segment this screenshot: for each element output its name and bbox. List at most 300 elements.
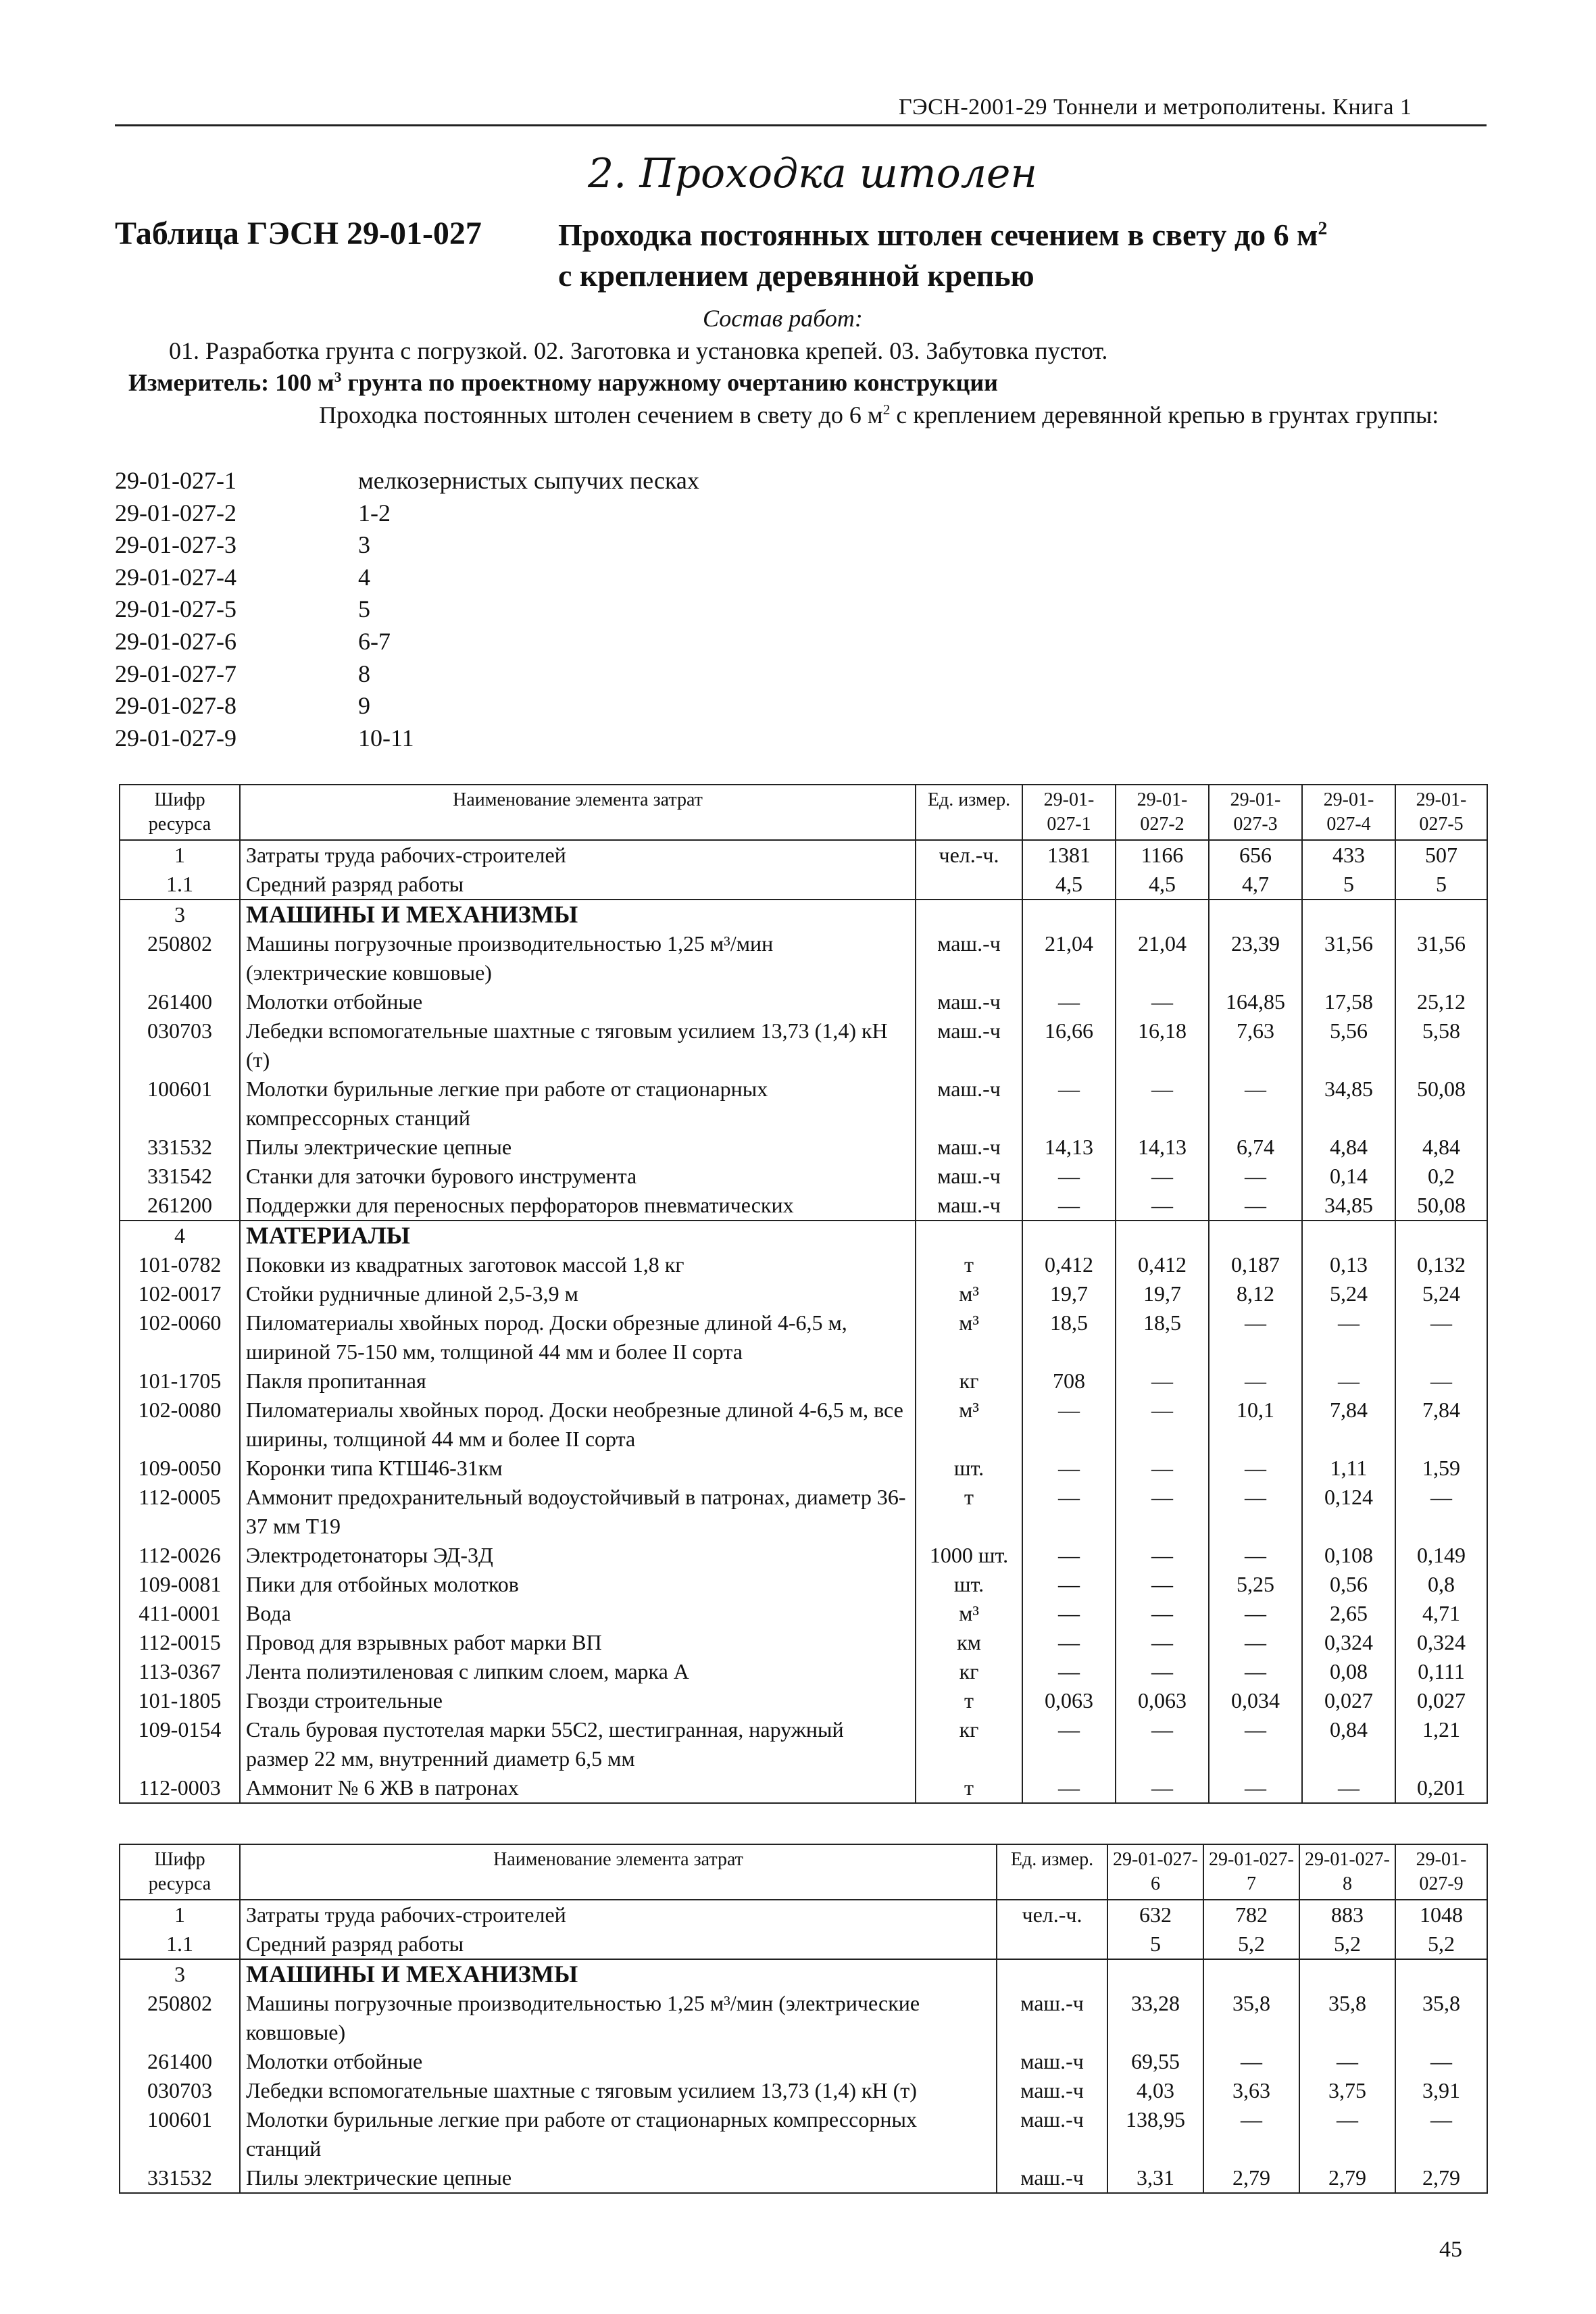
norm-value: 138,95 — [1107, 2105, 1203, 2163]
norm-value: 656 — [1209, 840, 1302, 870]
norm-row — [115, 497, 699, 530]
table-row — [120, 1308, 1487, 1367]
resource-name: Пилы электрические цепные — [240, 1133, 916, 1162]
norm-value: — — [1116, 1599, 1209, 1628]
norm-value: 7,84 — [1395, 1396, 1487, 1454]
resource-code: 102-0017 — [120, 1279, 240, 1308]
table-title-sup: 2 — [1318, 217, 1328, 239]
norm-value — [1209, 900, 1302, 929]
norm-value: — — [1022, 1657, 1116, 1686]
unit: маш.-ч — [916, 1075, 1022, 1133]
unit: маш.-ч — [916, 1162, 1022, 1191]
norm-value: 23,39 — [1209, 929, 1302, 987]
norm-value: 5,58 — [1395, 1016, 1487, 1075]
norm-value: 507 — [1395, 840, 1487, 870]
column-header: 29-01-027-9 — [1395, 1844, 1487, 1900]
norm-value: 0,13 — [1302, 1250, 1395, 1279]
norm-value: 0,063 — [1022, 1686, 1116, 1715]
norm-value: 35,8 — [1299, 1989, 1395, 2047]
resource-code: 331532 — [120, 1133, 240, 1162]
resource-name: Провод для взрывных работ марки ВП — [240, 1628, 916, 1657]
norm-value: — — [1022, 1191, 1116, 1221]
norm-code: 29-01-027-7 — [115, 660, 236, 687]
table-row — [120, 1250, 1487, 1279]
norm-value: 35,8 — [1203, 1989, 1299, 2047]
norm-value: — — [1022, 1162, 1116, 1191]
norm-value: 69,55 — [1107, 2047, 1203, 2076]
norm-value: 25,12 — [1395, 987, 1487, 1016]
norm-value: 0,063 — [1116, 1686, 1209, 1715]
norm-value: — — [1116, 987, 1209, 1016]
column-header: Шифр ресурса — [120, 785, 240, 840]
norm-value: — — [1395, 1367, 1487, 1396]
norm-value — [1395, 1959, 1487, 1989]
norm-value: — — [1022, 1570, 1116, 1599]
norm-value: 0,84 — [1302, 1715, 1395, 1773]
norm-value: — — [1022, 1628, 1116, 1657]
norm-value: 14,13 — [1116, 1133, 1209, 1162]
norm-value: 5,24 — [1395, 1279, 1487, 1308]
resource-name: Лента полиэтиленовая с липким слоем, марка А — [240, 1657, 916, 1686]
unit: кг — [916, 1367, 1022, 1396]
norm-value: 0,324 — [1302, 1628, 1395, 1657]
norm-value: 0,187 — [1209, 1250, 1302, 1279]
norm-value: — — [1395, 1308, 1487, 1367]
norm-value — [1209, 1221, 1302, 1250]
column-header: Ед. измер. — [916, 785, 1022, 840]
table-row — [120, 1715, 1487, 1773]
norm-value: 0,108 — [1302, 1541, 1395, 1570]
norm-value: 21,04 — [1022, 929, 1116, 987]
resource-code: 101-1805 — [120, 1686, 240, 1715]
norm-value: 16,66 — [1022, 1016, 1116, 1075]
norm-value: 50,08 — [1395, 1191, 1487, 1221]
resource-name: МАТЕРИАЛЫ — [240, 1221, 916, 1250]
resource-code: 113-0367 — [120, 1657, 240, 1686]
norm-value: 1,59 — [1395, 1454, 1487, 1483]
norm-description — [319, 399, 1488, 431]
norm-value: — — [1022, 987, 1116, 1016]
norm-value: — — [1209, 1541, 1302, 1570]
resource-code: 261200 — [120, 1191, 240, 1221]
table-header-row — [120, 1844, 1487, 1900]
table-row — [120, 1900, 1487, 1929]
norm-value: 4,71 — [1395, 1599, 1487, 1628]
norm-value — [1022, 900, 1116, 929]
resource-code: 109-0050 — [120, 1454, 240, 1483]
resource-name: Средний разряд работы — [240, 870, 916, 900]
resource-name: Сталь буровая пустотелая марки 55С2, шестигранная, наружный размер 22 мм, внутренний диаметр 6,5 мм — [240, 1715, 916, 1773]
resource-code: 3 — [120, 900, 240, 929]
norm-value: — — [1302, 1773, 1395, 1803]
table-row — [120, 1016, 1487, 1075]
table-row — [120, 1570, 1487, 1599]
norm-value: — — [1116, 1075, 1209, 1133]
meter-pre: Измеритель: 100 м — [128, 369, 334, 396]
norm-value: — — [1022, 1599, 1116, 1628]
resource-name: Средний разряд работы — [240, 1929, 997, 1959]
table-row — [120, 1541, 1487, 1570]
resource-code: 112-0003 — [120, 1773, 240, 1803]
norm-value: 7,63 — [1209, 1016, 1302, 1075]
norm-value: — — [1395, 2047, 1487, 2076]
norm-value: 5,2 — [1203, 1929, 1299, 1959]
table-row — [120, 1279, 1487, 1308]
norm-value: 3,91 — [1395, 2076, 1487, 2105]
norm-value: 2,79 — [1395, 2163, 1487, 2193]
resource-code: 109-0081 — [120, 1570, 240, 1599]
resource-name: Пакля пропитанная — [240, 1367, 916, 1396]
table-row — [120, 1773, 1487, 1803]
resource-code: 102-0060 — [120, 1308, 240, 1367]
norm-value: 5,24 — [1302, 1279, 1395, 1308]
norm-value: 0,201 — [1395, 1773, 1487, 1803]
norm-value: — — [1209, 1075, 1302, 1133]
table-title-line1: Проходка постоянных штолен сечением в свету до 6 м — [558, 218, 1318, 252]
unit: т — [916, 1483, 1022, 1541]
norm-value: — — [1022, 1483, 1116, 1541]
table-row — [120, 1396, 1487, 1454]
norm-value: — — [1209, 1308, 1302, 1367]
norm-row — [115, 562, 699, 594]
table-header-row — [120, 785, 1487, 840]
unit: км — [916, 1628, 1022, 1657]
unit: м³ — [916, 1279, 1022, 1308]
resource-code: 411-0001 — [120, 1599, 240, 1628]
norm-value: — — [1299, 2047, 1395, 2076]
norm-value: 1166 — [1116, 840, 1209, 870]
column-header: 29-01-027-5 — [1395, 785, 1487, 840]
section-title: 2. Проходка штолен — [588, 150, 1037, 197]
norm-desc: мелкозернистых сыпучих песках — [358, 467, 699, 494]
unit: чел.-ч. — [997, 1900, 1107, 1929]
column-header: 29-01-027-1 — [1022, 785, 1116, 840]
norm-row — [115, 529, 699, 562]
unit: м³ — [916, 1599, 1022, 1628]
unit: м³ — [916, 1396, 1022, 1454]
norm-value: 18,5 — [1116, 1308, 1209, 1367]
norm-row — [115, 722, 699, 755]
norm-value: — — [1116, 1396, 1209, 1454]
resource-code: 261400 — [120, 987, 240, 1016]
resource-code: 112-0026 — [120, 1541, 240, 1570]
norm-value — [1107, 1959, 1203, 1989]
norm-row — [115, 593, 699, 626]
norm-value: 3,31 — [1107, 2163, 1203, 2193]
table-id: Таблица ГЭСН 29-01-027 — [115, 216, 482, 251]
meter — [128, 368, 998, 397]
resource-code: 030703 — [120, 2076, 240, 2105]
norm-row — [115, 690, 699, 722]
norm-value: 14,13 — [1022, 1133, 1116, 1162]
column-header: Наименование элемента затрат — [240, 1844, 997, 1900]
norm-value: — — [1203, 2105, 1299, 2163]
norm-value: 34,85 — [1302, 1191, 1395, 1221]
norm-value: 0,324 — [1395, 1628, 1487, 1657]
table-row — [120, 870, 1487, 900]
unit: шт. — [916, 1454, 1022, 1483]
norm-value: — — [1116, 1628, 1209, 1657]
norm-value: — — [1022, 1396, 1116, 1454]
norm-desc: 4 — [358, 563, 370, 591]
norm-value: — — [1209, 1162, 1302, 1191]
norm-value: 31,56 — [1395, 929, 1487, 987]
norm-desc-post: с креплением деревянной крепью в грунтах группы: — [890, 401, 1439, 428]
norm-value: 16,18 — [1116, 1016, 1209, 1075]
unit: т — [916, 1773, 1022, 1803]
table-row — [120, 2105, 1487, 2163]
norm-value: — — [1022, 1454, 1116, 1483]
norm-value — [1022, 1221, 1116, 1250]
resource-code: 1.1 — [120, 870, 240, 900]
norm-value: 3,63 — [1203, 2076, 1299, 2105]
norm-value: 4,5 — [1022, 870, 1116, 900]
norm-value: — — [1116, 1715, 1209, 1773]
resource-code: 1.1 — [120, 1929, 240, 1959]
norm-value: — — [1116, 1570, 1209, 1599]
norm-value: 0,124 — [1302, 1483, 1395, 1541]
norm-value: 1,11 — [1302, 1454, 1395, 1483]
composition-label: Состав работ: — [703, 305, 863, 332]
norm-value — [1302, 900, 1395, 929]
norm-value: 632 — [1107, 1900, 1203, 1929]
column-header: Наименование элемента затрат — [240, 785, 916, 840]
norm-value: 2,79 — [1299, 2163, 1395, 2193]
resource-code: 331542 — [120, 1162, 240, 1191]
running-header: ГЭСН-2001-29 Тоннели и метрополитены. Книга 1 — [899, 95, 1412, 120]
resource-name: Аммонит № 6 ЖВ в патронах — [240, 1773, 916, 1803]
norm-code: 29-01-027-9 — [115, 724, 236, 752]
norm-value: — — [1209, 1367, 1302, 1396]
norm-row — [115, 626, 699, 658]
unit: кг — [916, 1715, 1022, 1773]
resource-name: Лебедки вспомогательные шахтные с тяговым усилием 13,73 (1,4) кН (т) — [240, 1016, 916, 1075]
table-row — [120, 1628, 1487, 1657]
table-row — [120, 929, 1487, 987]
resource-table-1 — [119, 784, 1488, 1804]
meter-post: грунта по проектному наружному очертанию конструкции — [341, 369, 998, 396]
resource-name: Затраты труда рабочих-строителей — [240, 1900, 997, 1929]
norm-value: — — [1302, 1367, 1395, 1396]
norm-value: 6,74 — [1209, 1133, 1302, 1162]
norm-value: 1381 — [1022, 840, 1116, 870]
table-title-line2: с креплением деревянной крепью — [558, 258, 1034, 293]
group-row — [120, 1221, 1487, 1250]
unit: м³ — [916, 1308, 1022, 1367]
norm-value: — — [1116, 1657, 1209, 1686]
norm-value: 5 — [1395, 870, 1487, 900]
norm-value — [1395, 1221, 1487, 1250]
norm-value: 164,85 — [1209, 987, 1302, 1016]
norm-value: 0,14 — [1302, 1162, 1395, 1191]
meter-sup: 3 — [334, 369, 342, 385]
resource-name: Пики для отбойных молотков — [240, 1570, 916, 1599]
unit: маш.-ч — [997, 2163, 1107, 2193]
table-row — [120, 1075, 1487, 1133]
norm-value — [1116, 1221, 1209, 1250]
norm-value: — — [1299, 2105, 1395, 2163]
norm-code: 29-01-027-2 — [115, 499, 236, 526]
resource-code: 101-0782 — [120, 1250, 240, 1279]
resource-name: Пилы электрические цепные — [240, 2163, 997, 2193]
norm-value: — — [1022, 1715, 1116, 1773]
norm-value: 708 — [1022, 1367, 1116, 1396]
column-header: Шифр ресурса — [120, 1844, 240, 1900]
norm-value: — — [1302, 1308, 1395, 1367]
unit — [997, 1959, 1107, 1989]
norm-value: 5 — [1107, 1929, 1203, 1959]
unit — [997, 1929, 1107, 1959]
norm-value: — — [1116, 1367, 1209, 1396]
norm-value: 4,03 — [1107, 2076, 1203, 2105]
norm-value — [1299, 1959, 1395, 1989]
resource-code: 250802 — [120, 1989, 240, 2047]
norm-value: 0,56 — [1302, 1570, 1395, 1599]
resource-name: Лебедки вспомогательные шахтные с тяговым усилием 13,73 (1,4) кН (т) — [240, 2076, 997, 2105]
norm-desc: 3 — [358, 531, 370, 559]
unit: маш.-ч — [997, 2076, 1107, 2105]
page-number: 45 — [1439, 2237, 1462, 2262]
unit: т — [916, 1250, 1022, 1279]
norm-row — [115, 465, 699, 497]
norm-code: 29-01-027-4 — [115, 563, 236, 591]
header-rule — [115, 124, 1487, 126]
norm-value: 0,132 — [1395, 1250, 1487, 1279]
norm-code: 29-01-027-1 — [115, 467, 236, 494]
resource-table-2 — [119, 1844, 1488, 2194]
resource-name: Гвозди строительные — [240, 1686, 916, 1715]
norm-row — [115, 658, 699, 691]
norm-value: 4,84 — [1395, 1133, 1487, 1162]
resource-name: Молотки бурильные легкие при работе от стационарных компрессорных станций — [240, 2105, 997, 2163]
norm-value: 883 — [1299, 1900, 1395, 1929]
norm-list — [115, 465, 699, 754]
table-row — [120, 1989, 1487, 2047]
norm-value: — — [1209, 1657, 1302, 1686]
norm-value: 0,034 — [1209, 1686, 1302, 1715]
norm-value: 0,027 — [1395, 1686, 1487, 1715]
norm-value: — — [1116, 1541, 1209, 1570]
resource-code: 100601 — [120, 1075, 240, 1133]
table-row — [120, 2076, 1487, 2105]
norm-value: — — [1116, 1483, 1209, 1541]
norm-value: 0,2 — [1395, 1162, 1487, 1191]
norm-value: — — [1209, 1483, 1302, 1541]
resource-code: 4 — [120, 1221, 240, 1250]
unit: маш.-ч — [916, 987, 1022, 1016]
table-row — [120, 1191, 1487, 1221]
unit: кг — [916, 1657, 1022, 1686]
norm-desc: 10-11 — [358, 724, 414, 752]
norm-value: — — [1395, 1483, 1487, 1541]
norm-value: — — [1116, 1191, 1209, 1221]
table-row — [120, 1133, 1487, 1162]
resource-name: Стойки рудничные длиной 2,5-3,9 м — [240, 1279, 916, 1308]
norm-value: 1048 — [1395, 1900, 1487, 1929]
resource-code: 1 — [120, 840, 240, 870]
norm-value: — — [1116, 1454, 1209, 1483]
resource-code: 100601 — [120, 2105, 240, 2163]
table-row — [120, 1454, 1487, 1483]
resource-code: 3 — [120, 1959, 240, 1989]
resource-name: Молотки бурильные легкие при работе от стационарных компрессорных станций — [240, 1075, 916, 1133]
resource-code: 1 — [120, 1900, 240, 1929]
resource-name: Электродетонаторы ЭД-3Д — [240, 1541, 916, 1570]
unit: маш.-ч — [916, 1191, 1022, 1221]
norm-value: — — [1022, 1773, 1116, 1803]
norm-code: 29-01-027-6 — [115, 627, 236, 655]
norm-value: 7,84 — [1302, 1396, 1395, 1454]
resource-code: 112-0015 — [120, 1628, 240, 1657]
norm-desc-sup: 2 — [882, 401, 891, 418]
table-row — [120, 1929, 1487, 1959]
norm-value: 2,65 — [1302, 1599, 1395, 1628]
norm-value: — — [1116, 1162, 1209, 1191]
unit: шт. — [916, 1570, 1022, 1599]
resource-name: Машины погрузочные производительностью 1,25 м³/мин (электрические ковшовые) — [240, 929, 916, 987]
norm-value: 3,75 — [1299, 2076, 1395, 2105]
unit: т — [916, 1686, 1022, 1715]
unit: маш.-ч — [916, 1133, 1022, 1162]
norm-value: 0,412 — [1022, 1250, 1116, 1279]
column-header: Ед. измер. — [997, 1844, 1107, 1900]
norm-value: 31,56 — [1302, 929, 1395, 987]
norm-desc: 6-7 — [358, 627, 391, 655]
column-header: 29-01-027-4 — [1302, 785, 1395, 840]
norm-value: 433 — [1302, 840, 1395, 870]
norm-value: 5,2 — [1395, 1929, 1487, 1959]
resource-name: МАШИНЫ И МЕХАНИЗМЫ — [240, 900, 916, 929]
column-header: 29-01-027-8 — [1299, 1844, 1395, 1900]
resource-name: Пиломатериалы хвойных пород. Доски необрезные длиной 4-6,5 м, все ширины, толщиной 44 мм и более II сорта — [240, 1396, 916, 1454]
resource-name: Молотки отбойные — [240, 987, 916, 1016]
norm-value: 5,25 — [1209, 1570, 1302, 1599]
unit: маш.-ч — [997, 2047, 1107, 2076]
norm-value: — — [1395, 2105, 1487, 2163]
resource-name: Поддержки для переносных перфораторов пневматических — [240, 1191, 916, 1221]
norm-value: 10,1 — [1209, 1396, 1302, 1454]
norm-value: 782 — [1203, 1900, 1299, 1929]
norm-value: — — [1209, 1628, 1302, 1657]
resource-code: 102-0080 — [120, 1396, 240, 1454]
norm-value: 5,2 — [1299, 1929, 1395, 1959]
norm-value: 2,79 — [1203, 2163, 1299, 2193]
norm-value: 5 — [1302, 870, 1395, 900]
norm-value: 0,111 — [1395, 1657, 1487, 1686]
resource-code: 261400 — [120, 2047, 240, 2076]
norm-value — [1116, 900, 1209, 929]
norm-value — [1302, 1221, 1395, 1250]
unit: маш.-ч — [997, 2105, 1107, 2163]
norm-value: 35,8 — [1395, 1989, 1487, 2047]
resource-name: Молотки отбойные — [240, 2047, 997, 2076]
resource-name: Аммонит предохранительный водоустойчивый в патронах, диаметр 36-37 мм Т19 — [240, 1483, 916, 1541]
norm-value: — — [1209, 1773, 1302, 1803]
unit — [916, 1221, 1022, 1250]
norm-value: 8,12 — [1209, 1279, 1302, 1308]
norm-value: — — [1209, 1454, 1302, 1483]
table-row — [120, 1599, 1487, 1628]
unit: маш.-ч — [916, 1016, 1022, 1075]
table-row — [120, 1162, 1487, 1191]
norm-value: — — [1203, 2047, 1299, 2076]
table-row — [120, 1483, 1487, 1541]
norm-value: 19,7 — [1022, 1279, 1116, 1308]
resource-code: 030703 — [120, 1016, 240, 1075]
norm-value: — — [1209, 1191, 1302, 1221]
norm-code: 29-01-027-5 — [115, 595, 236, 623]
norm-value: 18,5 — [1022, 1308, 1116, 1367]
